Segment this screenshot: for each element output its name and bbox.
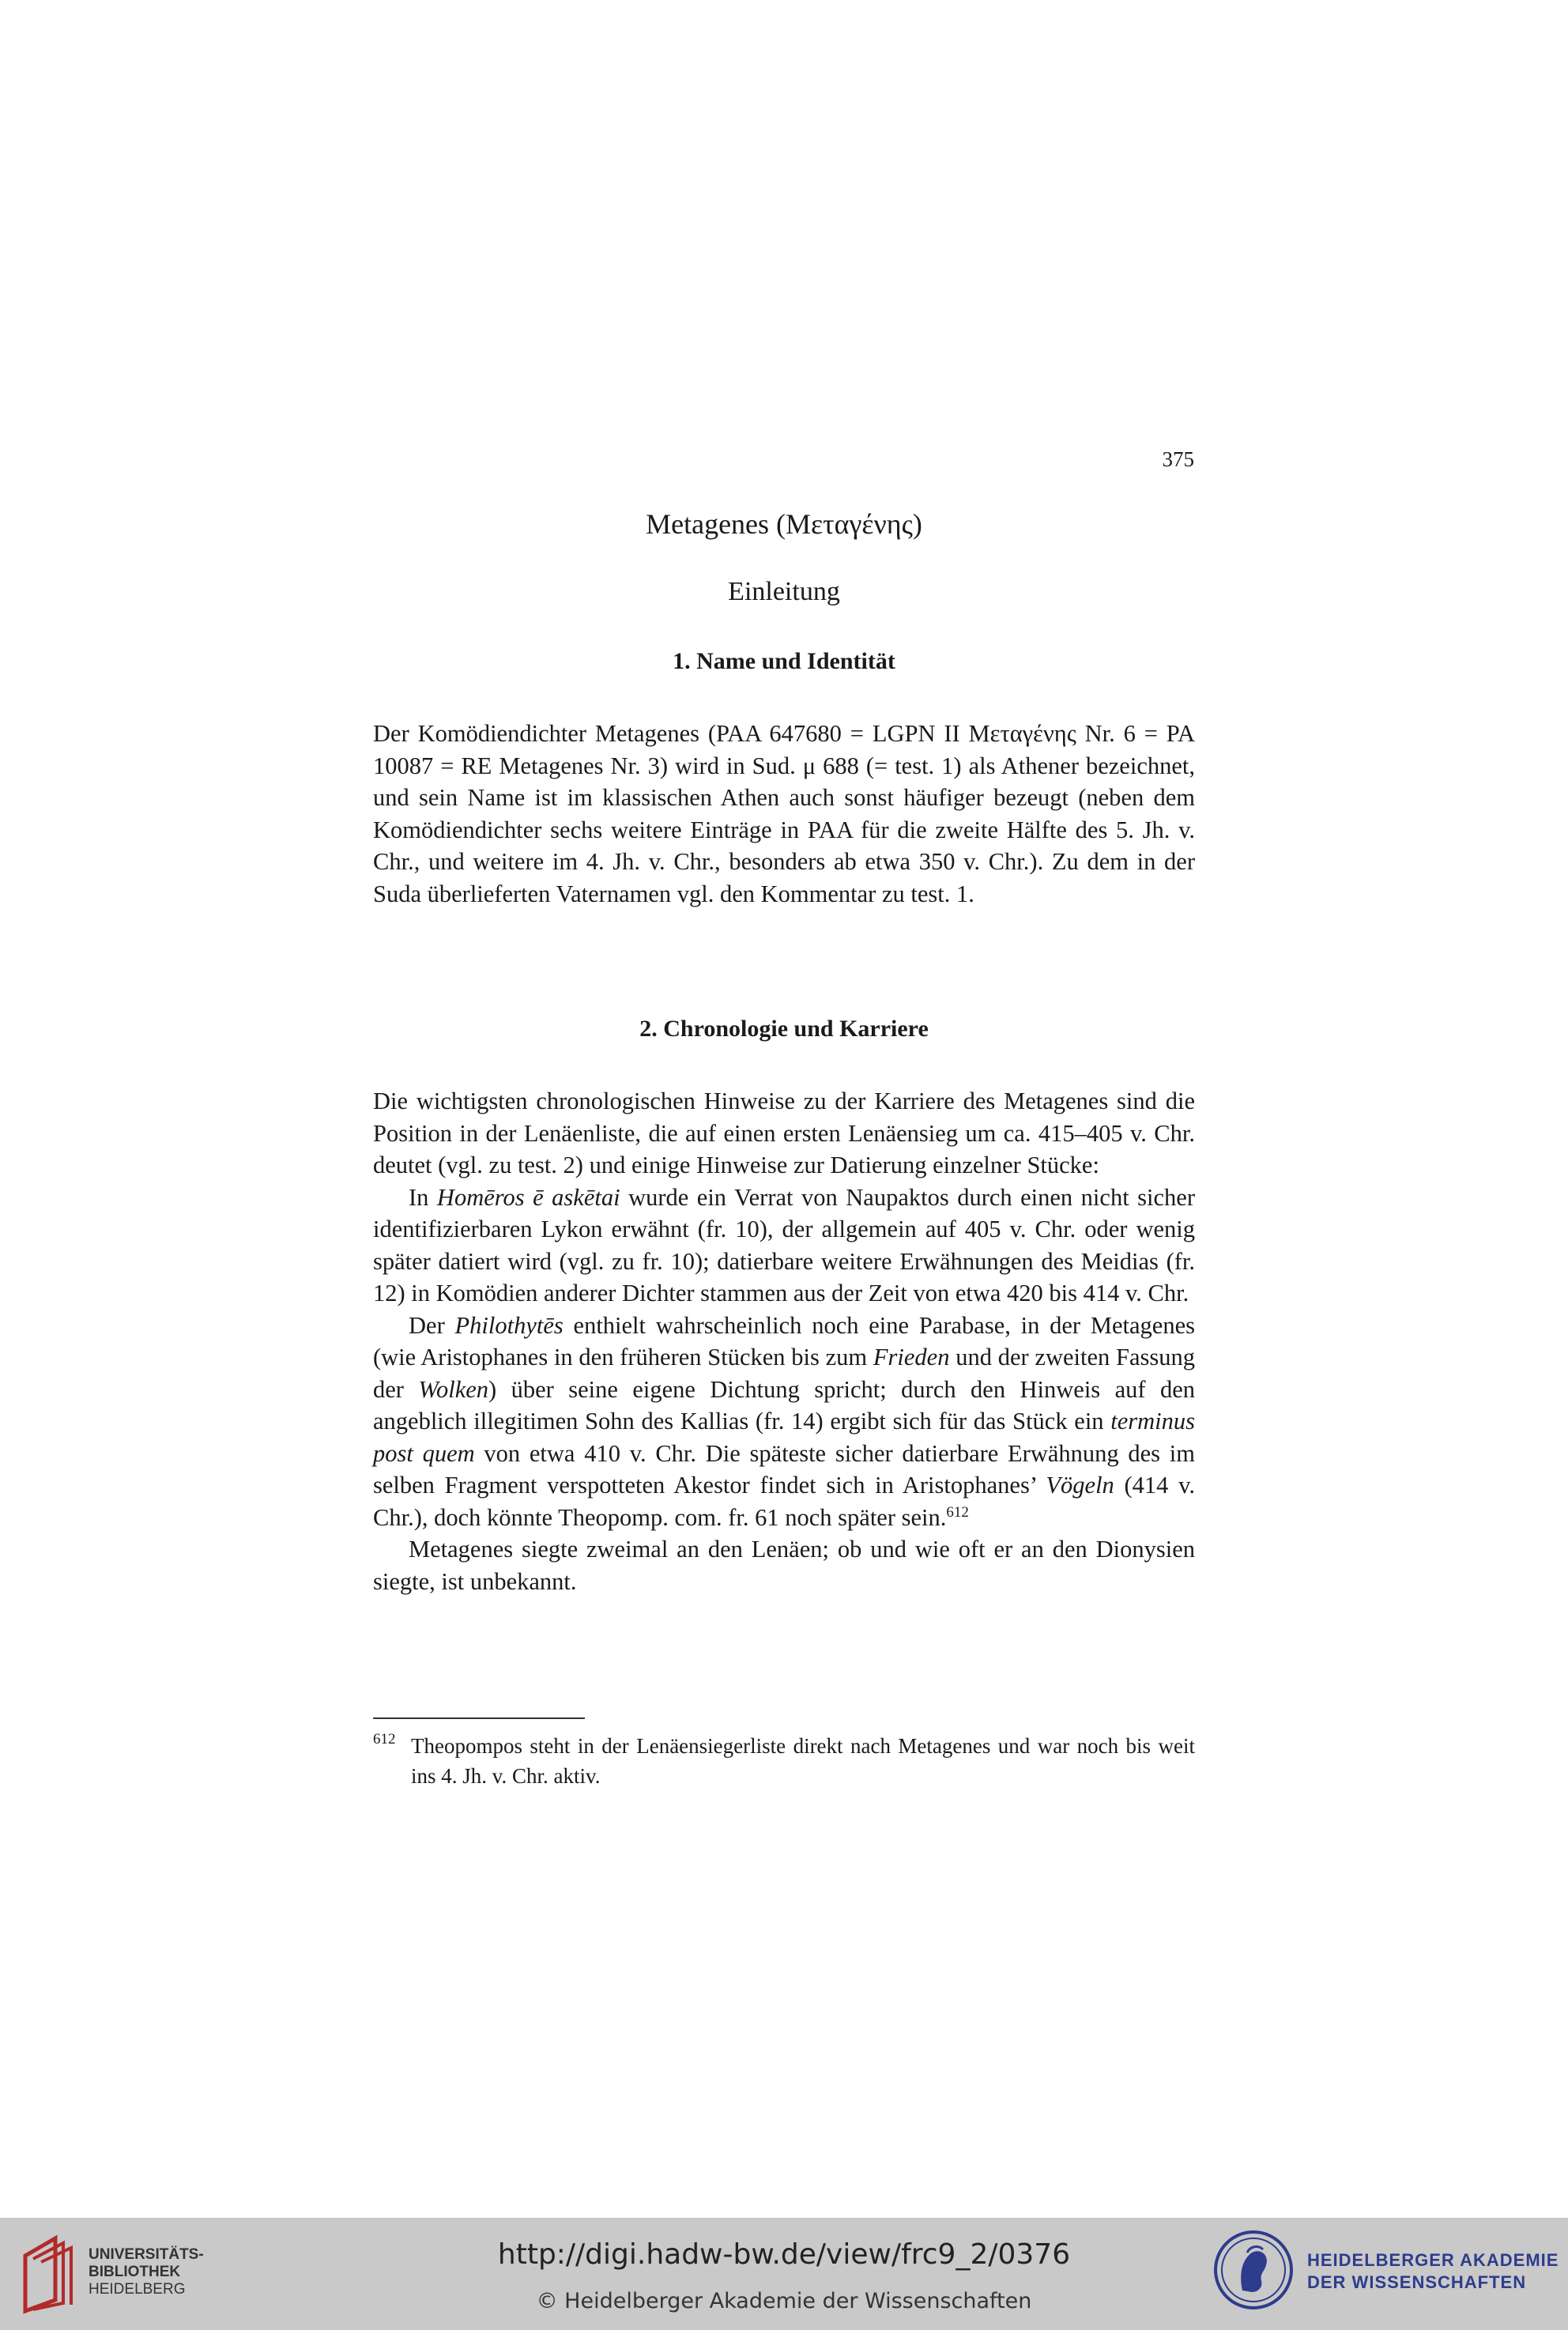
text-run: enthielt wahrscheinlich noch eine Parabase, in der Metagenes (wie Aristophanes in den früheren Stücken bis zum bbox=[373, 1311, 1195, 1370]
text-run: Der bbox=[409, 1311, 455, 1339]
academy-name bbox=[1307, 2249, 1559, 2294]
section2-paragraph-2 bbox=[373, 1182, 1195, 1310]
work-title: Wolken bbox=[418, 1375, 489, 1403]
text-run: von etwa 410 v. Chr. Die späteste sicher datierbare Erwähnung des im selben Fragment verspotteten Akestor findet sich in Aristophanes’ bbox=[373, 1439, 1195, 1499]
work-title: Homēros ē askētai bbox=[436, 1183, 620, 1211]
source-url-link[interactable]: http://digi.hadw-bw.de/view/frc9_2/0376 bbox=[497, 2238, 1071, 2271]
text-run: wurde ein Verrat von Naupaktos durch einen nicht sicher identifizierbaren Lykon erwähnt (fr. 10), der allgemein auf 405 v. Chr. oder wenig später datiert wird (vgl. zu fr. 10); datierbare weitere Erwähnungen des Meidias (fr. 12) in Komödien anderer Dichter stammen aus der Zeit von etwa 420 bis 414 v. Chr. bbox=[373, 1183, 1195, 1306]
academy-seal-icon bbox=[1212, 2229, 1295, 2311]
page-number: 375 bbox=[1162, 447, 1194, 471]
footnote-rule bbox=[373, 1717, 585, 1719]
logo-text-line: HEIDELBERG bbox=[89, 2281, 186, 2298]
logo-text-line: BIBLIOTHEK bbox=[89, 2264, 181, 2280]
section1-body bbox=[373, 718, 1195, 910]
author-title: Metagenes (Μεταγένης) bbox=[646, 508, 922, 540]
section2-paragraph-3 bbox=[373, 1310, 1195, 1534]
work-title: Vögeln bbox=[1046, 1472, 1114, 1499]
text-run: (414 v. Chr.), doch könnte Theopomp. com. fr. 61 noch später sein. bbox=[373, 1472, 1195, 1531]
work-title: Frieden bbox=[873, 1344, 950, 1370]
footnote-number: 612 bbox=[373, 1731, 396, 1748]
text-run: In bbox=[409, 1183, 437, 1211]
section2-body bbox=[373, 1085, 1195, 1597]
footnote bbox=[373, 1731, 1195, 1791]
footnote-text: Theopompos steht in der Lenäensiegerliste direkt nach Metagenes und war noch bis weit ins 4. Jh. v. Chr. aktiv. bbox=[411, 1734, 1195, 1788]
section1-paragraph: Der Komödiendichter Metagenes (PAA 647680 = LGPN II Μεταγένης Nr. 6 = PA 10087 = RE Metagenes Nr. 3) wird in Sud. μ 688 (= test. 1) als Athener bezeichnet, und sein Name ist im klassischen Athen auch sonst häufiger bezeugt (neben dem Komödiendichter sechs weitere Einträge in PAA für die zweite Hälfte des 5. Jh. v. Chr., und weitere im 4. Jh. v. Chr., besonders ab etwa 350 v. Chr.). Zu dem in der Suda überlieferten Vaternamen vgl. den Kommentar zu test. 1. bbox=[373, 720, 1195, 907]
footer-bar bbox=[0, 2218, 1568, 2330]
logo-text-line: HEIDELBERGER AKADEMIE bbox=[1307, 2250, 1559, 2270]
logo-text-line: UNIVERSITÄTS- bbox=[89, 2246, 204, 2263]
text-run: und der zweiten Fassung der bbox=[373, 1344, 1195, 1403]
footnote-marker: 612 bbox=[946, 1503, 969, 1521]
latin-term: terminus post quem bbox=[373, 1408, 1195, 1467]
section2-heading: 2. Chronologie und Karriere bbox=[639, 1016, 929, 1042]
section1-heading: 1. Name und Identität bbox=[673, 648, 895, 674]
work-title: Philothytēs bbox=[454, 1311, 564, 1339]
section2-paragraph-4: Metagenes siegte zweimal an den Lenäen; ob und wie oft er an den Dionysien siegte, ist unbekannt. bbox=[373, 1536, 1195, 1595]
text-run: ) über seine eigene Dichtung spricht; durch den Hinweis auf den angeblich illegitimen Sohn des Kallias (fr. 14) ergibt sich für das Stück ein bbox=[373, 1375, 1195, 1435]
copyright-notice: © Heidelberger Akademie der Wissenschaften bbox=[536, 2289, 1032, 2313]
logo-text-line: DER WISSENSCHAFTEN bbox=[1307, 2272, 1527, 2292]
section2-paragraph-1: Die wichtigsten chronologischen Hinweise zu der Karriere des Metagenes sind die Position in der Lenäenliste, die auf einen ersten Lenäensieg um ca. 415–405 v. Chr. deutet (vgl. zu test. 2) und einige Hinweise zur Datierung einzelner Stücke: bbox=[373, 1088, 1195, 1178]
section-subtitle: Einleitung bbox=[728, 577, 840, 606]
